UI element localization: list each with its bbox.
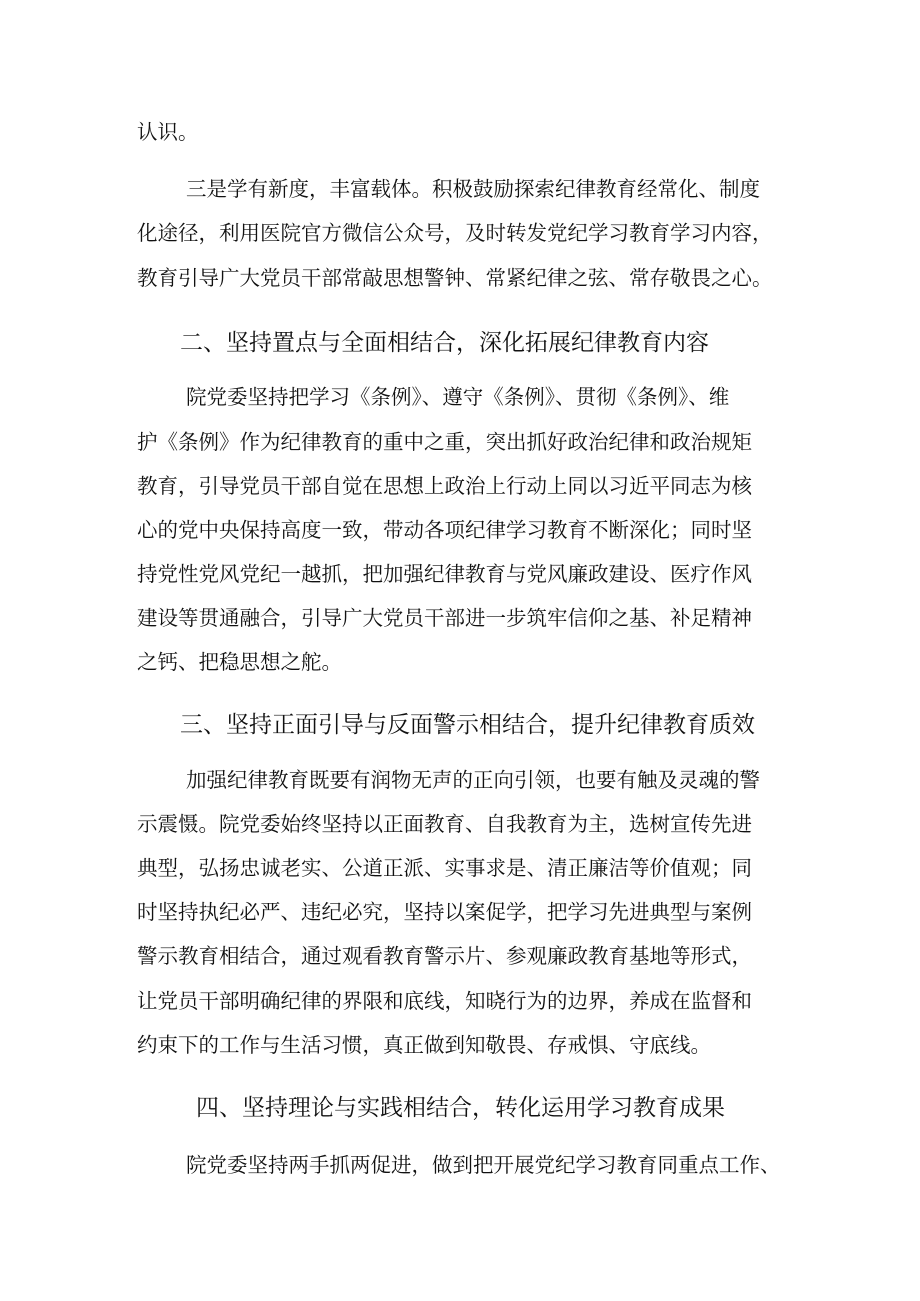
paragraph-line: 约束下的工作与生活习惯，真正做到知敬畏、存戒惧、守底线。	[137, 1033, 711, 1057]
section-heading: 二、坚持置点与全面相结合，深化拓展纪律教育内容	[180, 330, 709, 356]
paragraph-line: 认识。	[137, 120, 199, 144]
paragraph-line: 让党员干部明确纪律的界限和底线，知晓行为的边界，养成在监督和	[137, 989, 752, 1013]
section-heading: 四、坚持理论与实践相结合，转化运用学习教育成果	[196, 1095, 725, 1121]
paragraph-line: 持党性党风党纪一越抓，把加强纪律教育与党风廉政建设、医疗作风	[137, 562, 752, 586]
paragraph-line: 时坚持执纪必严、违纪必究，坚持以案促学，把学习先进典型与案例	[137, 900, 752, 924]
paragraph-line: 示震慑。院党委始终坚持以正面教育、自我教育为主，选树宣传先进	[137, 812, 752, 836]
paragraph-line: 教育引导广大党员干部常敲思想警钟、常紧纪律之弦、常存敬畏之心。	[137, 266, 773, 290]
paragraph-line: 之钙、把稳思想之舵。	[137, 650, 342, 674]
paragraph-line: 心的党中央保持高度一致，带动各项纪律学习教育不断深化；同时坚	[137, 518, 752, 542]
paragraph-line: 院党委坚持把学习《条例》、遵守《条例》、贯彻《条例》、维	[186, 385, 730, 409]
paragraph-line: 化途径，利用医院官方微信公众号，及时转发党纪学习教育学习内容，	[137, 221, 773, 245]
paragraph-line: 护《条例》作为纪律教育的重中之重，突出抓好政治纪律和政治规矩	[137, 430, 752, 454]
paragraph-line: 教育，引导党员干部自觉在思想上政治上行动上同以习近平同志为核	[137, 474, 752, 498]
section-heading: 三、坚持正面引导与反面警示相结合，提升纪律教育质效	[180, 712, 755, 738]
paragraph-line: 警示教育相结合，通过观看教育警示片、参观廉政教育基地等形式，	[137, 944, 752, 968]
paragraph-line: 建设等贯通融合，引导广大党员干部进一步筑牢信仰之基、补足精神	[137, 606, 752, 630]
paragraph-line: 院党委坚持两手抓两促进，做到把开展党纪学习教育同重点工作、	[186, 1153, 781, 1177]
paragraph-line: 加强纪律教育既要有润物无声的正向引领，也要有触及灵魂的警	[186, 768, 760, 792]
paragraph-line: 典型，弘扬忠诚老实、公道正派、实事求是、清正廉洁等价值观；同	[137, 856, 752, 880]
paragraph-line: 三是学有新度，丰富载体。积极鼓励探索纪律教育经常化、制度	[186, 177, 760, 201]
